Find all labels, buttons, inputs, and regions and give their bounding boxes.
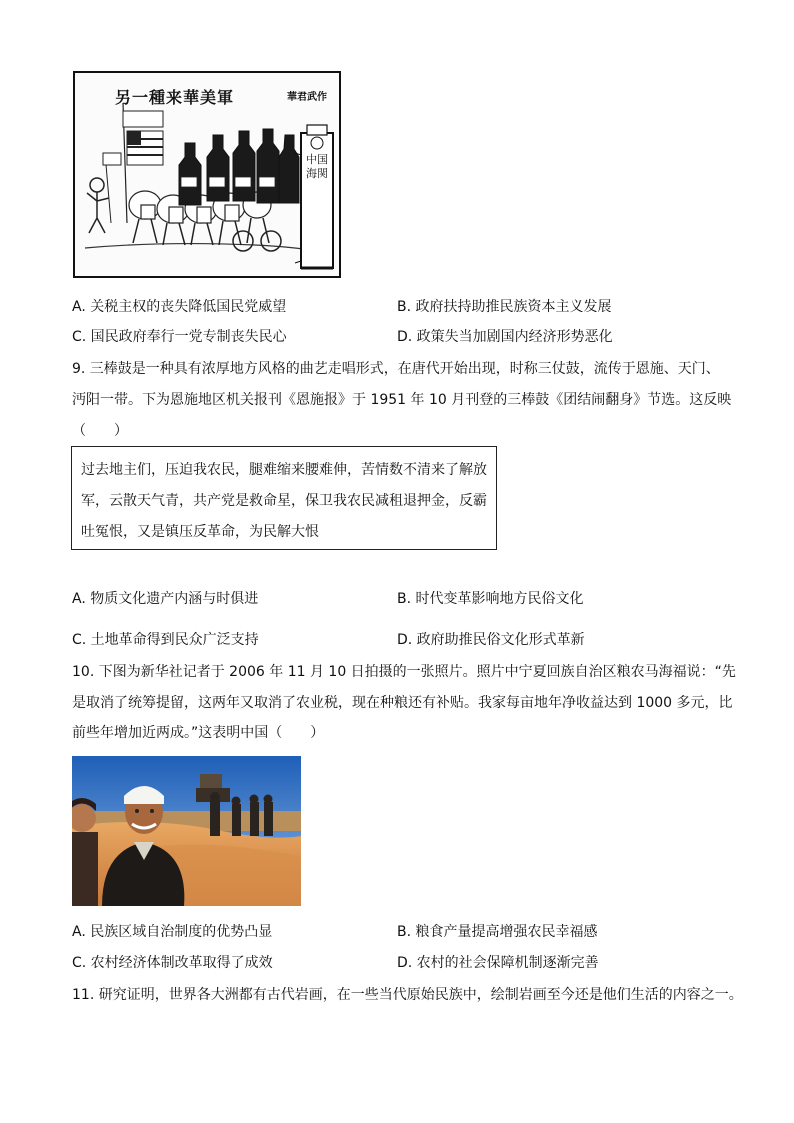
q9-stem-line2: 沔阳一带。下为恩施地区机关报刊《恩施报》于 1951 年 10 月刊登的三棒鼓《团结闹翻身》节选。这反映 <box>72 392 732 408</box>
q9-quote-text: 过去地主们，压迫我农民，腿难缩来腰难伸，苦情数不清来了解放军，云散天气青，共产党是救命星，保卫我农民减租退押金，反霸吐冤恨，又是镇压反革命，为民解大恨 <box>81 462 487 540</box>
cartoon-gate-text: 中国海関 <box>306 153 328 180</box>
q8-option-a: A. 关税主权的丧失降低国民党威望 <box>72 299 287 315</box>
cartoon-author: 華君武作 <box>287 92 327 103</box>
q9-option-b: B. 时代变革影响地方民俗文化 <box>397 591 584 607</box>
cartoon-title: 另一種来華美軍 <box>115 88 235 107</box>
q9-option-c: C. 土地革命得到民众广泛支持 <box>72 632 259 648</box>
q10-stem-line2: 是取消了统筹提留，这两年又取消了农业税，现在种粮还有补贴。我家每亩地年净收益达到 1000 多元，比 <box>72 695 733 711</box>
q10-stem-line1: 10. 下图为新华社记者于 2006 年 11 月 10 日拍摄的一张照片。照片中宁夏回族自治区粮农马海福说：“先 <box>72 664 736 680</box>
q8-option-c: C. 国民政府奉行一党专制丧失民心 <box>72 329 287 345</box>
q9-option-d: D. 政府助推民俗文化形式革新 <box>397 632 585 648</box>
cartoon-image <box>73 71 341 278</box>
q9-option-a: A. 物质文化遗产内涵与时俱进 <box>72 591 259 607</box>
q10-option-b: B. 粮食产量提高增强农民幸福感 <box>397 924 598 940</box>
q10-option-d: D. 农村的社会保障机制逐渐完善 <box>397 955 599 971</box>
q8-option-d: D. 政策失当加剧国内经济形势恶化 <box>397 329 613 345</box>
q10-option-c: C. 农村经济体制改革取得了成效 <box>72 955 273 971</box>
q9-stem-line1: 9. 三棒鼓是一种具有浓厚地方风格的曲艺走唱形式，在唐代开始出现，时称三仗鼓，流传于恩施、天门、 <box>72 361 720 377</box>
q8-option-b: B. 政府扶持助推民族资本主义发展 <box>397 299 612 315</box>
q9-quote-box <box>71 446 497 550</box>
q11-stem-line1: 11. 研究证明，世界各大洲都有古代岩画，在一些当代原始民族中，绘制岩画至今还是他们生活的内容之一。 <box>72 987 743 1003</box>
q10-photo <box>72 756 301 906</box>
q10-stem-line3: 前些年增加近两成。”这表明中国（ ） <box>72 725 325 741</box>
q9-stem-line3: （ ） <box>72 423 128 439</box>
q10-option-a: A. 民族区域自治制度的优势凸显 <box>72 924 273 940</box>
